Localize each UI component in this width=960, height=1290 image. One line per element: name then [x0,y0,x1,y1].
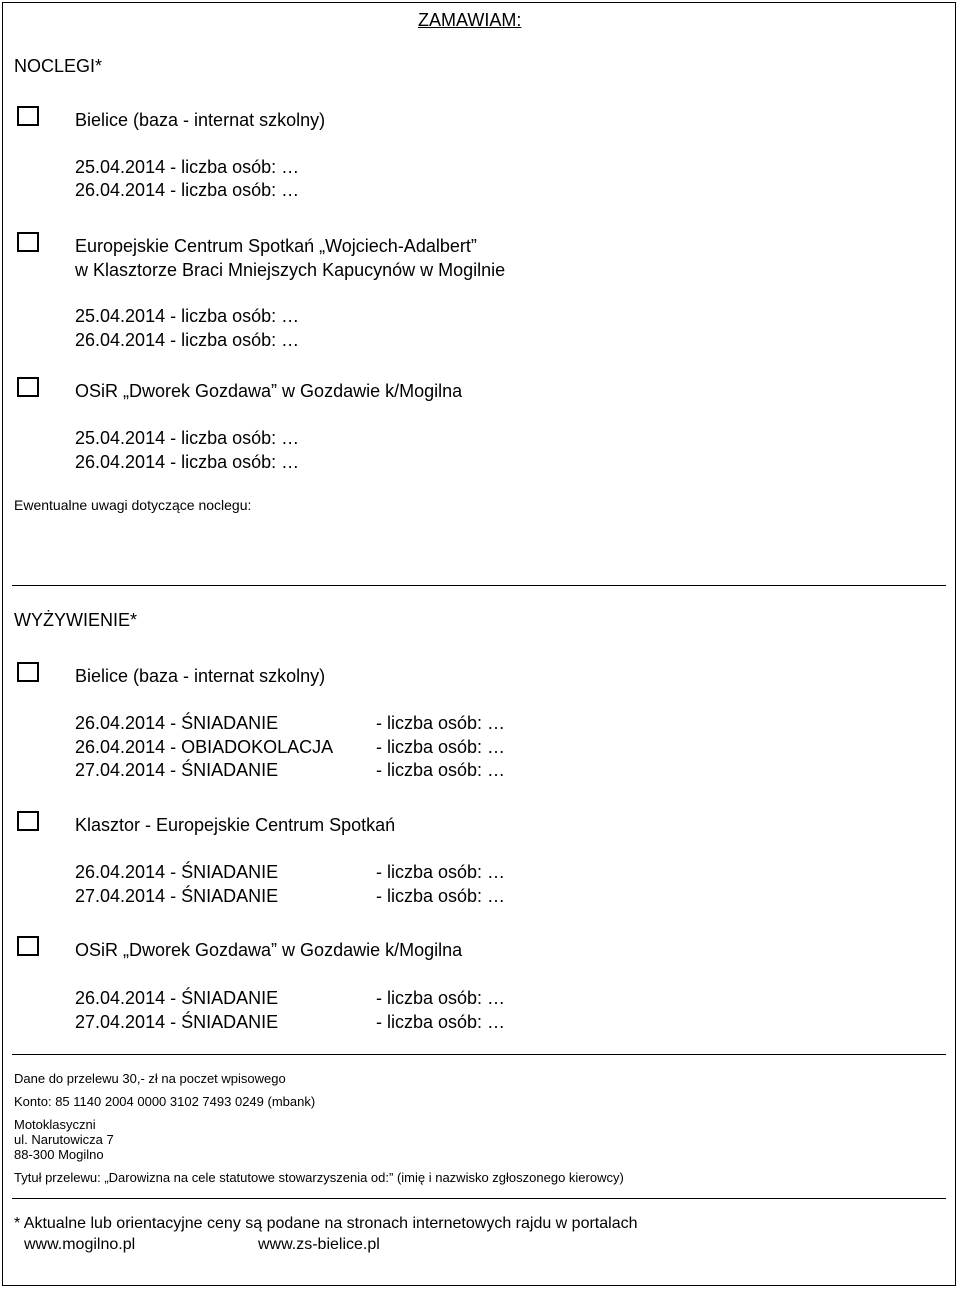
wyzywienie-bielice-meal-1: 26.04.2014 - ŚNIADANIE [75,713,279,733]
divider [12,585,946,586]
noclegi-klasztor-date-2: 26.04.2014 - liczba osób: … [75,330,300,350]
footer-link-bielice[interactable]: www.zs-bielice.pl [258,1236,380,1253]
payment-recipient-name: Motoklasyczni [14,1117,96,1132]
wyzywienie-bielice-count-2: - liczba osób: … [376,737,506,757]
noclegi-heading: NOCLEGI* [14,56,103,76]
noclegi-osir-date-1: 25.04.2014 - liczba osób: … [75,428,300,448]
wyzywienie-osir-count-1: - liczba osób: … [376,988,506,1008]
wyzywienie-klasztor-meal-2: 27.04.2014 - ŚNIADANIE [75,886,279,906]
page-title: ZAMAWIAM: [418,10,522,30]
wyzywienie-osir-meal-2: 27.04.2014 - ŚNIADANIE [75,1012,279,1032]
wyzywienie-bielice-name: Bielice (baza - internat szkolny) [75,666,326,686]
noclegi-osir-name: OSiR „Dworek Gozdawa” w Gozdawie k/Mogilna [75,381,463,401]
wyzywienie-osir-checkbox[interactable] [17,936,39,956]
noclegi-bielice-name: Bielice (baza - internat szkolny) [75,110,326,130]
payment-recipient-street: ul. Narutowicza 7 [14,1132,114,1147]
footer-note: * Aktualne lub orientacyjne ceny są podane na stronach internetowych rajdu w portalach [14,1215,638,1232]
wyzywienie-bielice-count-3: - liczba osób: … [376,760,506,780]
wyzywienie-klasztor-count-2: - liczba osób: … [376,886,506,906]
wyzywienie-bielice-checkbox[interactable] [17,662,39,682]
noclegi-bielice-date-2: 26.04.2014 - liczba osób: … [75,180,300,200]
wyzywienie-osir-name: OSiR „Dworek Gozdawa” w Gozdawie k/Mogilna [75,940,463,960]
wyzywienie-heading: WYŻYWIENIE* [14,610,138,630]
noclegi-klasztor-checkbox[interactable] [17,232,39,252]
wyzywienie-bielice-meal-2: 26.04.2014 - OBIADOKOLACJA [75,737,334,757]
payment-recipient-city: 88-300 Mogilno [14,1147,104,1162]
wyzywienie-klasztor-count-1: - liczba osób: … [376,862,506,882]
noclegi-notes-label: Ewentualne uwagi dotyczące noclegu: [14,497,252,513]
wyzywienie-klasztor-meal-1: 26.04.2014 - ŚNIADANIE [75,862,279,882]
footer-link-mogilno[interactable]: www.mogilno.pl [24,1236,136,1253]
wyzywienie-klasztor-name: Klasztor - Europejskie Centrum Spotkań [75,815,396,835]
noclegi-osir-date-2: 26.04.2014 - liczba osób: … [75,452,300,472]
payment-intro: Dane do przelewu 30,- zł na poczet wpisowego [14,1071,286,1086]
noclegi-klasztor-name-2: w Klasztorze Braci Mniejszych Kapucynów w Mogilnie [75,260,506,280]
wyzywienie-klasztor-checkbox[interactable] [17,811,39,831]
divider [12,1054,946,1055]
noclegi-klasztor-date-1: 25.04.2014 - liczba osób: … [75,306,300,326]
noclegi-bielice-checkbox[interactable] [17,106,39,126]
noclegi-osir-checkbox[interactable] [17,377,39,397]
wyzywienie-osir-count-2: - liczba osób: … [376,1012,506,1032]
noclegi-klasztor-name-1: Europejskie Centrum Spotkań „Wojciech-Adalbert” [75,236,477,256]
divider [12,1198,946,1199]
wyzywienie-bielice-count-1: - liczba osób: … [376,713,506,733]
payment-account: Konto: 85 1140 2004 0000 3102 7493 0249 (mbank) [14,1094,316,1109]
wyzywienie-osir-meal-1: 26.04.2014 - ŚNIADANIE [75,988,279,1008]
payment-title: Tytuł przelewu: „Darowizna na cele statutowe stowarzyszenia od:” (imię i nazwisko zgłoszonego kierowcy) [14,1170,624,1185]
noclegi-bielice-date-1: 25.04.2014 - liczba osób: … [75,157,300,177]
wyzywienie-bielice-meal-3: 27.04.2014 - ŚNIADANIE [75,760,279,780]
